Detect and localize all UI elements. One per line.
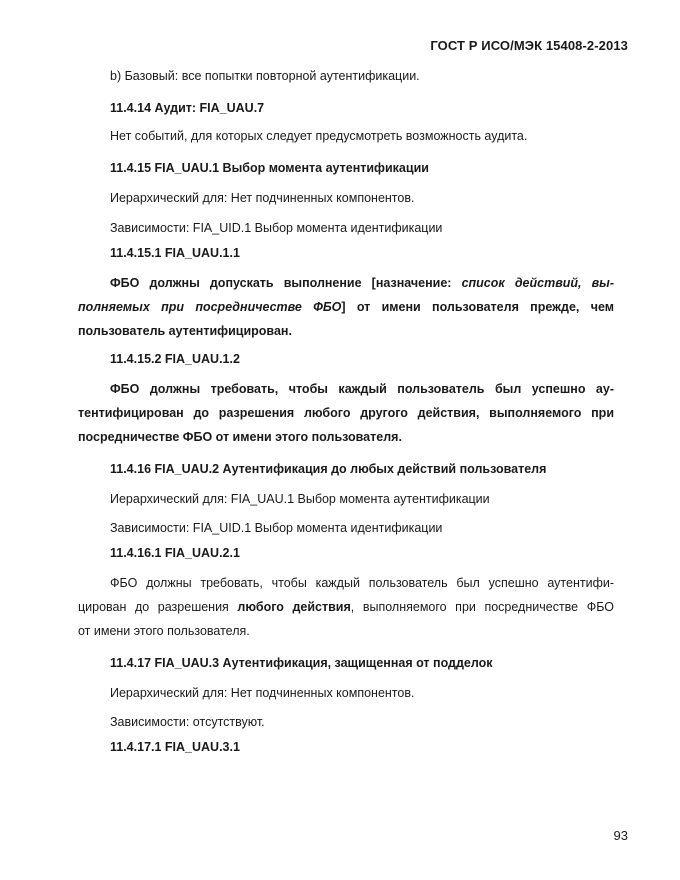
section-heading: 11.4.16 FIA_UAU.2 Аутентификация до любых действий пользователя <box>110 462 547 476</box>
requirement-line: посредничестве ФБО от имени этого пользователя. <box>78 430 402 444</box>
hierarchical-note: Иерархический для: FIA_UAU.1 Выбор момента аутентификации <box>110 492 490 506</box>
hierarchical-note: Иерархический для: Нет подчиненных компонентов. <box>110 686 415 700</box>
requirement-line: тентифицирован до разрешения любого другого действия, выполняемого при <box>78 406 614 420</box>
element-heading: 11.4.15.1 FIA_UAU.1.1 <box>110 246 240 260</box>
element-heading: 11.4.15.2 FIA_UAU.1.2 <box>110 352 240 366</box>
section-heading: 11.4.15 FIA_UAU.1 Выбор момента аутентификации <box>110 161 429 175</box>
requirement-line: ФБО должны требовать, чтобы каждый пользователь был успешно ау- <box>110 382 614 396</box>
dependencies-note: Зависимости: отсутствуют. <box>110 715 265 729</box>
section-heading: 11.4.14 Аудит: FIA_UAU.7 <box>110 101 265 115</box>
requirement-line: от имени этого пользователя. <box>78 624 250 638</box>
requirement-line: ФБО должны требовать, чтобы каждый пользователь был успешно аутентифи- <box>110 576 614 590</box>
dependencies-note: Зависимости: FIA_UID.1 Выбор момента идентификации <box>110 221 443 235</box>
requirement-line: пользователь аутентифицирован. <box>78 324 292 338</box>
requirement-line: ФБО должны допускать выполнение [назначение: список действий, вы- <box>110 276 615 290</box>
requirement-line: полняемых при посредничестве ФБО] от имени пользователя прежде, чем <box>78 300 614 314</box>
requirement-line: цирован до разрешения любого действия, выполняемого при посредничестве ФБО <box>78 600 614 614</box>
element-heading: 11.4.16.1 FIA_UAU.2.1 <box>110 546 240 560</box>
paragraph: Нет событий, для которых следует предусмотреть возможность аудита. <box>110 129 528 143</box>
paragraph: b) Базовый: все попытки повторной аутентификации. <box>110 69 420 83</box>
section-heading: 11.4.17 FIA_UAU.3 Аутентификация, защищенная от подделок <box>110 656 493 670</box>
page-number: 93 <box>613 828 628 843</box>
standard-header: ГОСТ Р ИСО/МЭК 15408-2-2013 <box>430 38 628 53</box>
dependencies-note: Зависимости: FIA_UID.1 Выбор момента идентификации <box>110 521 443 535</box>
element-heading: 11.4.17.1 FIA_UAU.3.1 <box>110 740 240 754</box>
hierarchical-note: Иерархический для: Нет подчиненных компонентов. <box>110 191 415 205</box>
